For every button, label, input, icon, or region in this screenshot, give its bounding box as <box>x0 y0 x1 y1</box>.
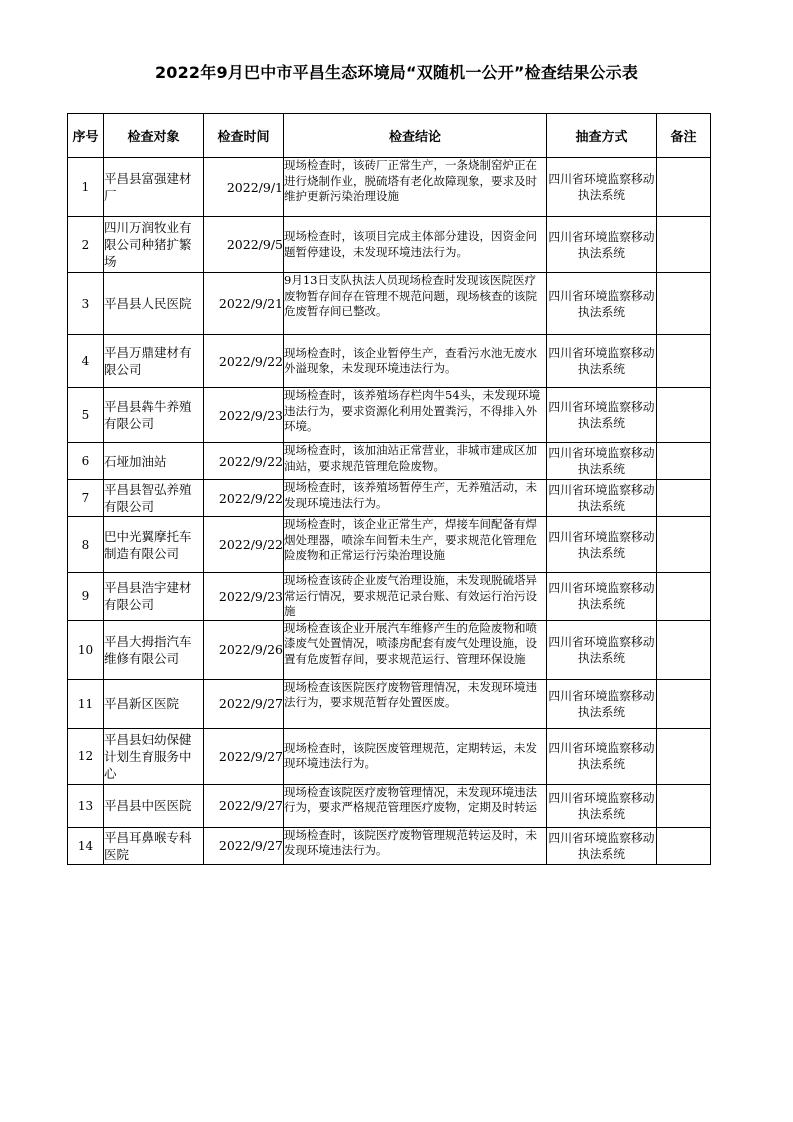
table-row <box>68 158 711 217</box>
conclusion-cell: 现场检查时，该养殖场存栏肉牛54头，未发现环境违法行为，要求资源化利用处置粪污，不得排入外环境。 <box>284 388 547 443</box>
seq-cell: 6 <box>68 443 104 480</box>
remark-cell <box>657 827 711 864</box>
seq-cell: 13 <box>68 784 104 827</box>
table-row <box>68 273 711 335</box>
target-cell: 平昌县浩宇建材有限公司 <box>104 573 204 621</box>
seq-cell: 11 <box>68 679 104 728</box>
date-cell: 2022/9/23 <box>204 388 284 443</box>
remark-cell <box>657 679 711 728</box>
remark-cell <box>657 620 711 679</box>
method-cell: 四川省环境监察移动执法系统 <box>547 728 657 784</box>
table-header <box>68 114 711 158</box>
header-seq: 序号 <box>68 114 104 158</box>
inspection-results-table <box>67 113 711 865</box>
remark-cell <box>657 480 711 517</box>
header-date: 检查时间 <box>204 114 284 158</box>
seq-cell: 1 <box>68 158 104 217</box>
date-cell: 2022/9/27 <box>204 728 284 784</box>
target-cell: 平昌县犇牛养殖有限公司 <box>104 388 204 443</box>
header-target: 检查对象 <box>104 114 204 158</box>
target-cell: 平昌大拇指汽车维修有限公司 <box>104 620 204 679</box>
date-cell: 2022/9/27 <box>204 784 284 827</box>
target-cell: 平昌县人民医院 <box>104 273 204 335</box>
remark-cell <box>657 573 711 621</box>
target-cell: 平昌新区医院 <box>104 679 204 728</box>
date-cell: 2022/9/23 <box>204 573 284 621</box>
table-row <box>68 335 711 388</box>
conclusion-cell: 现场检查时，该院医废管理规范，定期转运，未发现环境违法行为。 <box>284 728 547 784</box>
seq-cell: 9 <box>68 573 104 621</box>
header-row <box>68 114 711 158</box>
conclusion-cell: 现场检查该企业开展汽车维修产生的危险废物和喷漆废气处置情况，喷漆房配套有废气处理设施，设置有危废暂存间，要求规范运行、管理环保设施 <box>284 620 547 679</box>
target-cell: 平昌县富强建材厂 <box>104 158 204 217</box>
conclusion-cell: 现场检查该砖企业废气治理设施，未发现脱硫塔异常运行情况，要求规范记录台账、有效运行治污设施 <box>284 573 547 621</box>
table-row <box>68 784 711 827</box>
header-conclusion: 检查结论 <box>284 114 547 158</box>
method-cell: 四川省环境监察移动执法系统 <box>547 273 657 335</box>
seq-cell: 4 <box>68 335 104 388</box>
remark-cell <box>657 784 711 827</box>
method-cell: 四川省环境监察移动执法系统 <box>547 217 657 273</box>
target-cell: 平昌万鼎建材有限公司 <box>104 335 204 388</box>
seq-cell: 14 <box>68 827 104 864</box>
remark-cell <box>657 728 711 784</box>
conclusion-cell: 现场检查时，该企业暂停生产，查看污水池无废水外溢现象，未发现环境违法行为。 <box>284 335 547 388</box>
method-cell: 四川省环境监察移动执法系统 <box>547 335 657 388</box>
target-cell: 平昌县中医医院 <box>104 784 204 827</box>
date-cell: 2022/9/1 <box>204 158 284 217</box>
target-cell: 平昌县智弘养殖有限公司 <box>104 480 204 517</box>
conclusion-cell: 现场检查时，该院医疗废物管理规范转运及时，未发现环境违法行为。 <box>284 827 547 864</box>
date-cell: 2022/9/27 <box>204 679 284 728</box>
date-cell: 2022/9/21 <box>204 273 284 335</box>
table-row <box>68 480 711 517</box>
date-cell: 2022/9/22 <box>204 517 284 573</box>
method-cell: 四川省环境监察移动执法系统 <box>547 784 657 827</box>
seq-cell: 8 <box>68 517 104 573</box>
conclusion-cell: 现场检查时，该砖厂正常生产，一条烧制窑炉正在进行烧制作业，脱硫塔有老化故障现象，要求及时维护更新污染治理设施 <box>284 158 547 217</box>
method-cell: 四川省环境监察移动执法系统 <box>547 827 657 864</box>
method-cell: 四川省环境监察移动执法系统 <box>547 517 657 573</box>
target-cell: 巴中光翼摩托车制造有限公司 <box>104 517 204 573</box>
table-row <box>68 620 711 679</box>
remark-cell <box>657 335 711 388</box>
remark-cell <box>657 388 711 443</box>
remark-cell <box>657 273 711 335</box>
date-cell: 2022/9/22 <box>204 480 284 517</box>
target-cell: 四川万润牧业有限公司种猪扩繁场 <box>104 217 204 273</box>
date-cell: 2022/9/27 <box>204 827 284 864</box>
table-row <box>68 388 711 443</box>
table-row <box>68 443 711 480</box>
method-cell: 四川省环境监察移动执法系统 <box>547 480 657 517</box>
remark-cell <box>657 517 711 573</box>
remark-cell <box>657 158 711 217</box>
table-row <box>68 728 711 784</box>
seq-cell: 10 <box>68 620 104 679</box>
seq-cell: 3 <box>68 273 104 335</box>
table-body <box>68 158 711 865</box>
conclusion-cell: 现场检查该院医疗废物管理情况，未发现环境违法行为，要求严格规范管理医疗废物，定期及时转运 <box>284 784 547 827</box>
method-cell: 四川省环境监察移动执法系统 <box>547 679 657 728</box>
target-cell: 平昌耳鼻喉专科医院 <box>104 827 204 864</box>
method-cell: 四川省环境监察移动执法系统 <box>547 573 657 621</box>
conclusion-cell: 现场检查时，该企业正常生产，焊接车间配备有焊烟处理器，喷涂车间暂未生产，要求规范化管理危险废物和正常运行污染治理设施 <box>284 517 547 573</box>
seq-cell: 12 <box>68 728 104 784</box>
conclusion-cell: 现场检查时，该加油站正常营业，非城市建成区加油站，要求规范管理危险废物。 <box>284 443 547 480</box>
conclusion-cell: 现场检查时，该项目完成主体部分建设，因资金问题暂停建设，未发现环境违法行为。 <box>284 217 547 273</box>
conclusion-cell: 9月13日支队执法人员现场检查时发现该医院医疗废物暂存间存在管理不规范问题，现场核查的该院危废暂存间已整改。 <box>284 273 547 335</box>
date-cell: 2022/9/22 <box>204 443 284 480</box>
target-cell: 石垭加油站 <box>104 443 204 480</box>
remark-cell <box>657 443 711 480</box>
table-row <box>68 679 711 728</box>
seq-cell: 7 <box>68 480 104 517</box>
conclusion-cell: 现场检查该医院医疗废物管理情况，未发现环境违法行为，要求规范暂存处置医废。 <box>284 679 547 728</box>
method-cell: 四川省环境监察移动执法系统 <box>547 388 657 443</box>
table-row <box>68 573 711 621</box>
table-row <box>68 517 711 573</box>
seq-cell: 5 <box>68 388 104 443</box>
date-cell: 2022/9/5 <box>204 217 284 273</box>
method-cell: 四川省环境监察移动执法系统 <box>547 158 657 217</box>
conclusion-cell: 现场检查时，该养殖场暂停生产，无养殖活动，未发现环境违法行为。 <box>284 480 547 517</box>
date-cell: 2022/9/22 <box>204 335 284 388</box>
date-cell: 2022/9/26 <box>204 620 284 679</box>
seq-cell: 2 <box>68 217 104 273</box>
remark-cell <box>657 217 711 273</box>
header-method: 抽查方式 <box>547 114 657 158</box>
table-row <box>68 827 711 864</box>
table-row <box>68 217 711 273</box>
method-cell: 四川省环境监察移动执法系统 <box>547 620 657 679</box>
method-cell: 四川省环境监察移动执法系统 <box>547 443 657 480</box>
header-remark: 备注 <box>657 114 711 158</box>
target-cell: 平昌县妇幼保健计划生育服务中心 <box>104 728 204 784</box>
page-title: 2022年9月巴中市平昌生态环境局“双随机一公开”检查结果公示表 <box>154 63 639 82</box>
